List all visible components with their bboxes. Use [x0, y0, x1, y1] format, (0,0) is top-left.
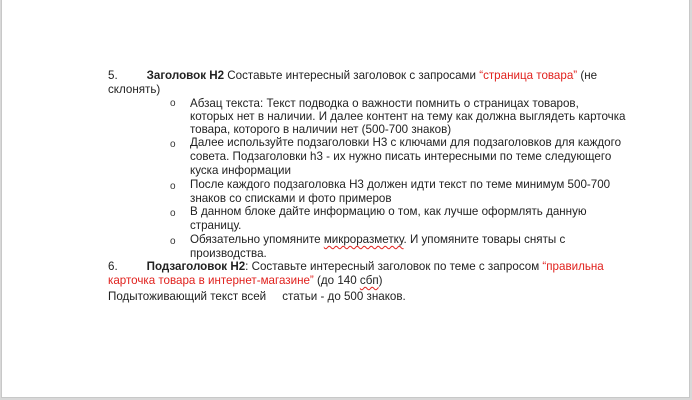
- bullet-marker: o: [170, 139, 176, 150]
- bullet-marker: o: [170, 181, 176, 192]
- item6-tail-close: ): [378, 274, 383, 287]
- bullet-2-line-2: совета. Подзаголовки h3 - их нужно писать интересными по теме следующего: [190, 150, 612, 163]
- bullet-3-line-1: После каждого подзаголовка H3 должен идти текст по теме минимум 500-700: [190, 178, 611, 191]
- item5-text: Составьте интересный заголовок с запросами: [224, 69, 480, 82]
- item6-keyword-part1: правильна: [546, 260, 604, 273]
- list-item-5-line-1: [108, 69, 597, 83]
- item6-abbrev: сбп: [359, 274, 379, 287]
- bullet-2-line-3: куска информации: [190, 164, 291, 177]
- bullet-marker: o: [170, 236, 176, 247]
- bullet-2-line-1: Далее используйте подзаголовки H3 с ключами для подзаголовков для каждого: [190, 136, 622, 149]
- bullet-5-text: Обязательно упомяните: [190, 233, 324, 246]
- bullet-1-line-2: которых нет в наличии. И далее контент на тему как должна выглядеть карточка: [190, 110, 626, 123]
- bullet-1-line-1: Абзац текста: Текст подводка о важности помнить о страницах товаров,: [190, 97, 579, 110]
- bullet-4-line-1: В данном блоке дайте информацию о том, как лучше оформлять данную: [190, 205, 587, 218]
- bullet-marker: o: [170, 98, 176, 109]
- item6-quote-close: ”: [309, 274, 314, 287]
- item5-quote-close: ”: [573, 69, 578, 82]
- item6-text: : Составьте интересный заголовок по теме с запросом: [245, 260, 543, 273]
- list-item-5-line-2: склонять): [108, 83, 161, 96]
- item5-quote-open: “: [479, 69, 484, 82]
- bullet-5-line-2: производства.: [190, 247, 267, 260]
- subheading-h2-label: Подзаголовок H2: [146, 260, 246, 273]
- heading-h2-label: Заголовок H2: [146, 69, 225, 82]
- bullet-5-line-1: [190, 233, 565, 247]
- item6-tail: (до 140: [313, 274, 360, 287]
- bullet-4-line-2: страницу.: [190, 219, 242, 232]
- list-number-6: 6.: [108, 260, 118, 273]
- list-item-6-line-2: [108, 274, 382, 288]
- summary-paragraph: Подытоживающий текст всей статьи - до 500 знаков.: [108, 290, 406, 303]
- microdata-term: микроразметку: [323, 233, 404, 246]
- bullet-1-line-3: товара, которого в наличии нет (500-700 знаков): [190, 123, 452, 136]
- bullet-3-line-2: знаков со списками и фото примеров: [190, 192, 392, 205]
- item6-keyword-part2: карточка товара в интернет-магазине: [108, 274, 310, 287]
- list-item-6-line-1: [108, 260, 604, 274]
- bullet-5-text-post: . И упомяните товары сняты с: [403, 233, 566, 246]
- list-number-5: 5.: [108, 69, 118, 82]
- item5-tail: (не: [577, 69, 598, 82]
- item5-keyword: страница товара: [483, 69, 574, 82]
- bullet-marker: o: [170, 208, 176, 219]
- document-page: [1, 0, 690, 398]
- item6-quote-open: “: [542, 260, 547, 273]
